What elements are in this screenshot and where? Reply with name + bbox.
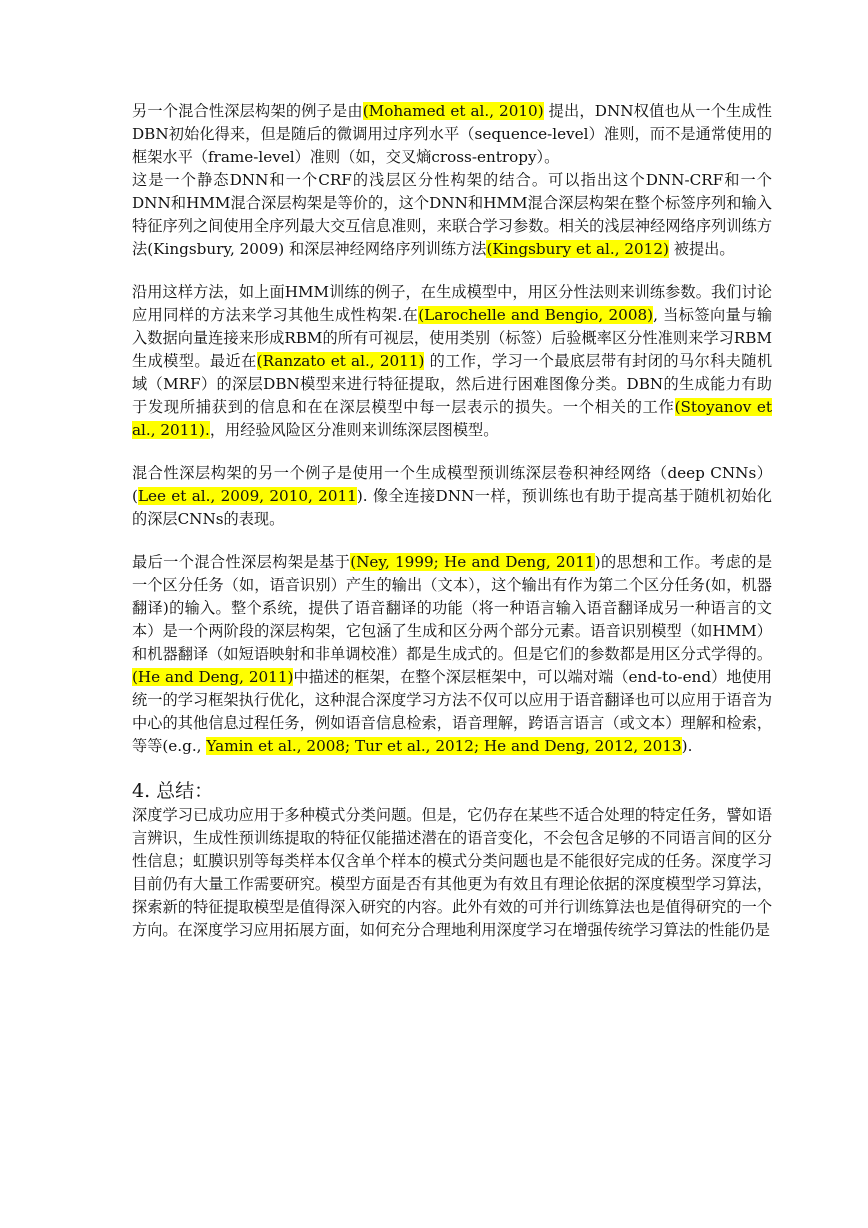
citation-highlight: Lee et al., 2009, 2010, 2011 bbox=[137, 487, 357, 505]
citation-highlight: (Kingsbury et al., 2012) bbox=[486, 240, 669, 258]
text-segment: 被提出。 bbox=[668, 240, 735, 258]
paragraph-mohamed bbox=[132, 100, 772, 169]
citation-highlight: Yamin et al., 2008; Tur et al., 2012; He and Deng, 2012, 2013 bbox=[206, 737, 682, 755]
paragraph-discriminative-training bbox=[132, 281, 772, 442]
citation-highlight: (Stoyanov et al., 2011). bbox=[132, 398, 772, 439]
paragraph-speech-translation bbox=[132, 551, 772, 758]
text-segment: 的工作，学习一个最底层带有封闭的马尔科夫随机域（MRF）的深层DBN模型来进行特征提取，然后进行困难图像分类。DBN的生成能力有助于发现所捕获到的信息和在在深层模型中每一层表示的损失。一个相关的工作 bbox=[132, 352, 773, 416]
text-segment: 这是一个静态DNN和一个CRF的浅层区分性构架的结合。可以指出这个DNN-CRF和一个DNN和HMM混合深层构架是等价的，这个DNN和HMM混合深层构架在整个标签序列和输入特征序列之间使用全序列最大交互信息准则，来联合学习参数。相关的浅层神经网络序列训练方法(Kingsbury, 2009) 和深层神经网络序列训练方法 bbox=[132, 171, 772, 258]
document-page bbox=[132, 100, 772, 942]
citation-highlight: (Ranzato et al., 2011) bbox=[256, 352, 425, 370]
section-heading: 4. 总结： bbox=[132, 780, 214, 802]
text-segment: 另一个混合性深层构架的例子是由 bbox=[132, 102, 363, 120]
text-segment: 提出，DNN权值也从一个生成性DBN初始化得来，但是随后的微调用过序列水平（sequence-level）准则，而不是通常使用的框架水平（frame-level）准则（如，交叉熵cross-entropy）。 bbox=[132, 102, 772, 166]
citation-highlight: (He and Deng, 2011) bbox=[132, 668, 294, 686]
citation-highlight: (Ney, 1999; He and Deng, 2011 bbox=[350, 553, 595, 571]
citation-highlight: (Mohamed et al., 2010) bbox=[362, 102, 544, 120]
text-segment: ). bbox=[681, 737, 693, 755]
citation-highlight: (Larochelle and Bengio, 2008) bbox=[418, 306, 654, 324]
text-segment: 沿用这样方法，如上面HMM训练的例子，在生成模型中，用区分性法则来训练参数。我们讨论应用同样的方法来学习其他生成性构架.在 bbox=[132, 283, 772, 324]
text-segment: ). 像全连接DNN一样，预训练也有助于提高基于随机初始化的深层CNNs的表现。 bbox=[132, 487, 772, 528]
text-segment: 混合性深层构架的另一个例子是使用一个生成模型预训练深层卷积神经网络（deep CNNs）( bbox=[132, 464, 772, 505]
text-segment: )的思想和工作。考虑的是一个区分任务（如，语音识别）产生的输出（文本），这个输出有作为第二个区分任务(如，机器翻译)的输入。整个系统，提供了语音翻译的功能（将一种语言输入语音翻译成另一种语言的文本）是一个两阶段的深层构架，它包涵了生成和区分两个部分元素。语音识别模型（如HMM）和机器翻译（如短语映射和非单调校准）都是生成式的。但是它们的参数都是用区分式学得的。 bbox=[132, 553, 773, 663]
paragraph-dnn-crf bbox=[132, 169, 772, 261]
text-segment: 中描述的框架，在整个深层框架中，可以端对端（end-to-end）地使用统一的学习框架执行优化，这种混合深度学习方法不仅可以应用于语音翻译也可以应用于语音为中心的其他信息过程任务，例如语音信息检索，语音理解，跨语言语言（或文本）理解和检索，等等(e.g., bbox=[132, 668, 772, 755]
text-segment: ，用经验风险区分准则来训练深层图模型。 bbox=[209, 421, 499, 439]
text-segment: , 当标签向量与输入数据向量连接来形成RBM的所有可视层，使用类别（标签）后验概率区分性准则来学习RBM生成模型。最近在 bbox=[132, 306, 773, 370]
paragraph-conclusion: 深度学习已成功应用于多种模式分类问题。但是，它仍存在某些不适合处理的特定任务，譬如语言辨识，生成性预训练提取的特征仅能描述潜在的语音变化，不会包含足够的不同语言间的区分性信息；虹膜识别等每类样本仅含单个样本的模式分类问题也是不能很好完成的任务。深度学习目前仍有大量工作需要研究。模型方面是否有其他更为有效且有理论依据的深度模型学习算法，探索新的特征提取模型是值得深入研究的内容。此外有效的可并行训练算法也是值得研究的一个方向。在深度学习应用拓展方面，如何充分合理地利用深度学习在增强传统学习算法的性能仍是 bbox=[132, 806, 772, 939]
paragraph-deep-cnn bbox=[132, 462, 772, 531]
text-segment: 最后一个混合性深层构架是基于 bbox=[132, 553, 351, 571]
